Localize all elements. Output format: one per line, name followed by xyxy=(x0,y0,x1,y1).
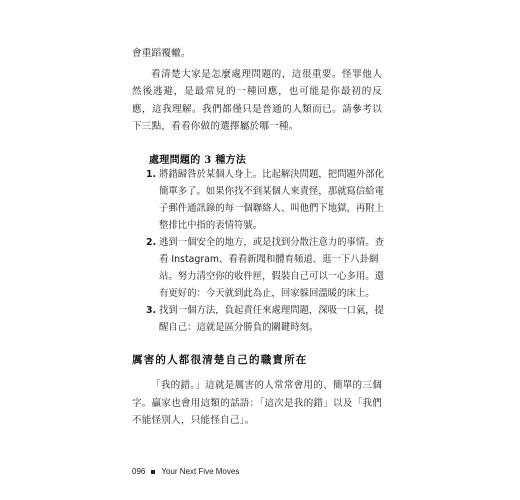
section-heading: 厲害的人都很清楚自己的職責所在 xyxy=(132,354,308,366)
list-item xyxy=(146,302,386,336)
section-paragraph: 「我的錯。」這就是厲害的人常常會用的、簡單的三個字。贏家也會用這類的話語：「這次是我的錯」以及「我們不能怪別人，只能怪自己」。 xyxy=(132,380,382,426)
list-item-number: 2. xyxy=(146,237,157,248)
methods-heading: 處理問題的 3 種方法 xyxy=(149,155,247,166)
footer-separator xyxy=(151,470,155,474)
list-item-number: 3. xyxy=(146,305,157,316)
section-block xyxy=(132,377,382,430)
page-number: 096 xyxy=(132,467,146,476)
list-item xyxy=(146,234,386,302)
list-item-text: 逃到一個安全的地方，或是找到分散注意力的事情。查看 Instagram、看看新聞和體育頻道、逛一下八卦網站。努力清空你的收件匣，假裝自己可以一心多用。還有更好的：今天就到此為止，回家躲回溫暖的床上。 xyxy=(159,237,385,299)
list-item-number: 1. xyxy=(146,169,157,180)
list-item xyxy=(146,166,386,234)
intro-fragment: 會重蹈覆轍。 xyxy=(132,48,191,59)
list-item-text: 將錯歸咎於某個人身上。比起解決問題，把問題外部化簡單多了。如果你找不到某個人來責怪，那就寫信給電子郵件通訊錄的每一個聯絡人、叫他們下地獄，再附上整排比中指的表情符號。 xyxy=(159,169,385,231)
page-footer xyxy=(132,467,239,476)
list-item-text: 找到一個方法，負起責任來處理問題，深吸一口氣，提醒自己：這就是區分勝負的關鍵時刻。 xyxy=(159,305,385,333)
book-title: Your Next Five Moves xyxy=(161,467,240,476)
methods-list xyxy=(146,166,386,336)
intro-paragraph: 看清楚大家是怎麼處理問題的，這很重要。怪罪他人然後逃避，是最常見的一種回應，也可能是你最初的反應，這我理解。我們都僅只是普通的人類而已。請參考以下三點，看看你做的選擇屬於哪一種。 xyxy=(132,68,382,132)
intro-block xyxy=(132,45,382,136)
